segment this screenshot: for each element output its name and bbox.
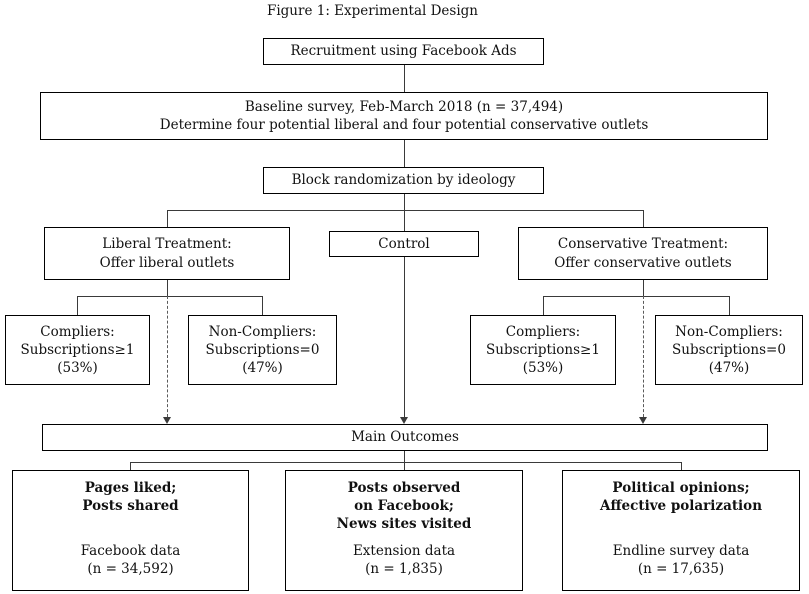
connector-liberal-to-outcomes-dashed xyxy=(167,296,168,417)
conservative-noncompliers-line-3: (47%) xyxy=(708,360,750,377)
recruitment-box xyxy=(263,38,544,65)
control-box xyxy=(329,231,479,257)
conservative-treatment-box xyxy=(518,227,768,280)
conservative-compliers-line-1: Compliers: xyxy=(505,323,581,340)
connector-drop-facebook-data xyxy=(130,462,131,470)
connector-drop-endline-data xyxy=(681,462,682,470)
endline-source-line-2: (n = 17,635) xyxy=(637,560,725,577)
figure-title: Figure 1: Experimental Design xyxy=(266,3,479,19)
connector-drop-liberal-noncompliers xyxy=(262,296,263,315)
conservative-noncompliers-line-1: Non-Compliers: xyxy=(675,323,783,340)
arrowhead-conservative-outcomes xyxy=(639,417,647,424)
baseline-line-1: Baseline survey, Feb-March 2018 (n = 37,494) xyxy=(244,98,564,115)
connector-recruitment-baseline xyxy=(404,65,405,92)
facebook-source-line-1: Facebook data xyxy=(80,542,181,559)
extension-heading-line-3: News sites visited xyxy=(336,516,472,533)
liberal-compliers-line-3: (53%) xyxy=(57,360,98,377)
baseline-survey-box xyxy=(40,92,768,140)
facebook-heading-line-1: Pages liked; xyxy=(84,480,177,496)
conservative-compliers-box xyxy=(470,315,616,385)
connector-drop-extension-data xyxy=(404,462,405,470)
liberal-compliers-box xyxy=(5,315,150,385)
connector-drop-control xyxy=(404,210,405,231)
extension-heading-line-1: Posts observed xyxy=(347,480,461,496)
endline-survey-box xyxy=(562,470,800,591)
connector-drop-liberal-compliers xyxy=(77,296,78,315)
liberal-treatment-line-2: Offer liberal outlets xyxy=(99,254,235,271)
extension-heading-line-2: on Facebook; xyxy=(354,498,454,515)
connector-randomization-stem xyxy=(404,194,405,210)
endline-source-line-1: Endline survey data xyxy=(612,542,750,559)
connector-conservative-to-outcomes-dashed xyxy=(643,296,644,417)
facebook-source-line-2: (n = 34,592) xyxy=(87,560,174,577)
connector-outcomes-branch xyxy=(130,462,682,463)
facebook-data-box xyxy=(12,470,249,591)
randomization-label: Block randomization by ideology xyxy=(291,172,516,189)
recruitment-label: Recruitment using Facebook Ads xyxy=(290,43,517,60)
liberal-noncompliers-box xyxy=(188,315,337,385)
connector-drop-conservative-compliers xyxy=(543,296,544,315)
extension-data-box xyxy=(285,470,523,591)
facebook-data-source xyxy=(17,542,244,578)
connector-baseline-randomization xyxy=(404,140,405,167)
conservative-noncompliers-box xyxy=(655,315,803,385)
liberal-compliers-line-2: Subscriptions≥1 xyxy=(20,341,135,358)
connector-conservative-compliers-branch xyxy=(543,296,730,297)
endline-survey-source xyxy=(567,542,795,578)
liberal-noncompliers-line-2: Subscriptions=0 xyxy=(205,341,320,358)
liberal-compliers-line-1: Compliers: xyxy=(40,323,115,340)
control-label: Control xyxy=(378,235,430,252)
connector-drop-conservative xyxy=(643,210,644,227)
main-outcomes-box xyxy=(42,424,768,451)
conservative-treatment-line-2: Offer conservative outlets xyxy=(554,254,732,271)
connector-drop-liberal xyxy=(167,210,168,227)
arrowhead-liberal-outcomes xyxy=(163,417,171,424)
conservative-noncompliers-line-2: Subscriptions=0 xyxy=(672,341,786,358)
arrowhead-control-outcomes xyxy=(400,417,408,424)
conservative-treatment-line-1: Conservative Treatment: xyxy=(557,236,729,253)
endline-heading-line-1: Political opinions; xyxy=(612,480,750,496)
endline-survey-heading xyxy=(567,479,795,515)
connector-liberal-compliers-branch xyxy=(77,296,263,297)
liberal-treatment-line-1: Liberal Treatment: xyxy=(102,236,232,253)
randomization-box xyxy=(263,167,544,194)
facebook-heading-line-2: Posts shared xyxy=(82,498,179,515)
liberal-noncompliers-line-1: Non-Compliers: xyxy=(208,323,317,340)
connector-control-to-outcomes xyxy=(404,257,405,417)
extension-source-line-1: Extension data xyxy=(352,542,456,559)
liberal-noncompliers-line-3: (47%) xyxy=(242,360,283,377)
connector-drop-conservative-noncompliers xyxy=(729,296,730,315)
connector-liberal-stem xyxy=(167,280,168,296)
connector-conservative-stem xyxy=(643,280,644,296)
extension-data-heading xyxy=(290,479,518,534)
endline-heading-line-2: Affective polarization xyxy=(599,498,763,515)
liberal-treatment-box xyxy=(44,227,290,280)
connector-treatment-branch xyxy=(167,210,644,211)
extension-source-line-2: (n = 1,835) xyxy=(365,560,443,577)
main-outcomes-label: Main Outcomes xyxy=(351,429,459,446)
facebook-data-heading xyxy=(17,479,244,515)
conservative-compliers-line-3: (53%) xyxy=(522,360,564,377)
connector-outcomes-stem xyxy=(404,451,405,462)
extension-data-source xyxy=(290,542,518,578)
conservative-compliers-line-2: Subscriptions≥1 xyxy=(486,341,600,358)
baseline-line-2: Determine four potential liberal and four potential conservative outlets xyxy=(159,117,649,133)
